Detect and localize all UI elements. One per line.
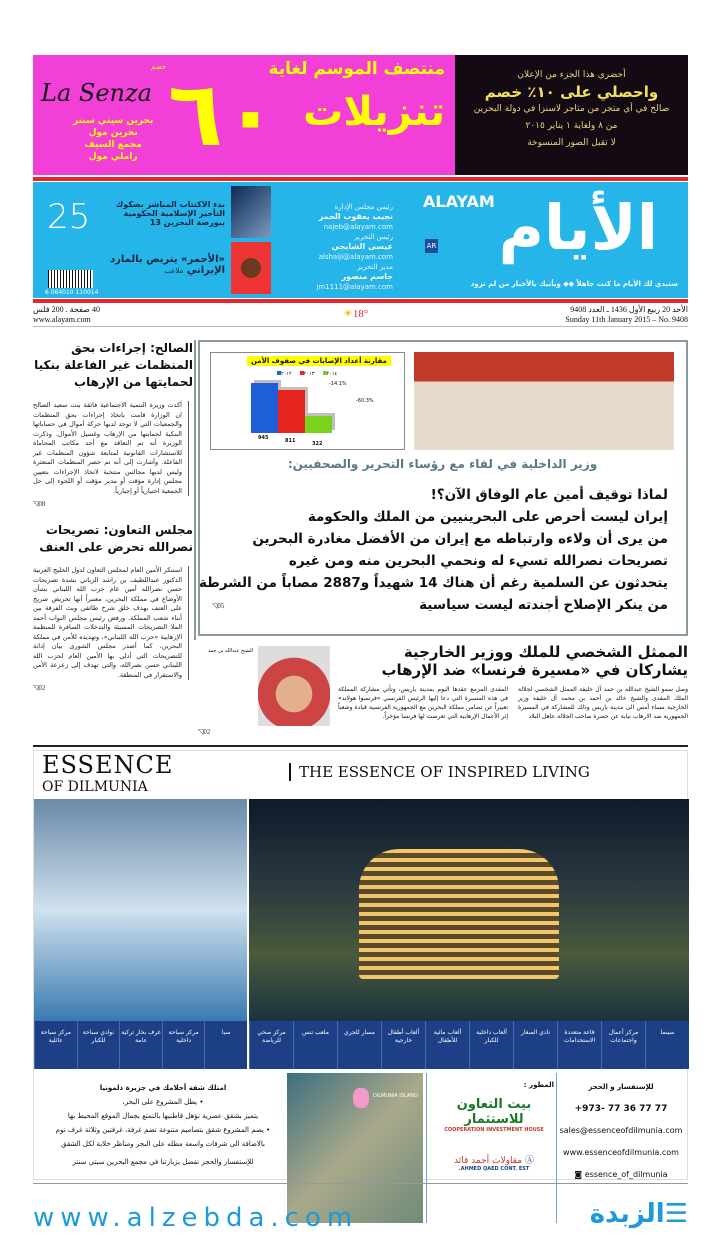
teaser-photo[interactable] (231, 186, 271, 238)
story-headline[interactable]: الممثل الشخصي للملك ووزير الخارجية يشاركان في «مسيرة فرنسا» ضد الإرهاب (381, 643, 688, 679)
injuries-chart (210, 352, 405, 450)
ad-line2: تنزيلات (303, 89, 445, 135)
portrait-photo[interactable] (258, 646, 330, 726)
ad-info: امتلك شقة أحلامك في جزيرة دلمونيا • يطل المشروع على البحر، يتميز بشقق عصرية تؤهل قاطنيها بالتمتع بجمال الموقع المحيط بها • يضم المشروع شقق بتصاميم متنوعة تضم غرفة، غرفتين وثلاثة غرف نوم بالاضافة الى شرفات واسعة مطله على البحر ومناظر خلابة لكل الشقق للإستفسار والحجز تفضل بزيارتنا في مجمع البحرين سيتي سنتر (55, 1084, 271, 1166)
essence-advertisement[interactable] (33, 750, 688, 1180)
divider (33, 177, 688, 181)
email-link[interactable]: sales@essenceofdilmunia.com (559, 1126, 683, 1135)
amenities-bar: سبا مركز سباحة داخلية غرف بخار تركية عامة نوادي سباحة للكبار مركز سباحة عائلية (34, 1021, 247, 1069)
barcode-number: 6 064010 110014 (45, 289, 99, 296)
headline-line[interactable]: من يرى أن ولاءه وارتباطه مع إيران من الأفضل مغادرة البحرين (252, 531, 668, 547)
lasenza-ad (33, 55, 455, 175)
weather: ☀18° (343, 308, 369, 320)
ad-logo: ESSENCE (42, 751, 174, 779)
page-ref[interactable]: ◹08 (33, 500, 46, 508)
story-body: وصل سمو الشيخ عبدالله بن حمد آل خليفة الممثل الشخصي لجلالة الملك المفدى والشيخ خالد بن أحمد بن محمد آل خليفة وزير الخارجية مساء أمس الى مدينة باريس وذلك للمشاركة في المسيرة الجمهورية ضد الارهاب نيابة عن حضرة صاحب الجلالة عاهل البلاد (518, 686, 688, 720)
slogan: ستبدي لك الأيام ما كنت جاهلاً ◆◆ ويأتيك بالأخبار من لم تزود (470, 280, 678, 288)
teaser-photo[interactable] (231, 242, 271, 294)
chart-title: مقارنة أعداد الإصابات في صفوف الأمن (247, 356, 391, 366)
headline-line[interactable]: إيران ليست أحرص على البحرينيين من الملك والحكومة (307, 509, 668, 525)
divider (33, 326, 688, 327)
developer-logo: Ⓐ مقاولات أحمد قائد (454, 1156, 534, 1166)
logo-latin: ALAYAM (423, 192, 495, 211)
meeting-photo[interactable] (414, 352, 674, 450)
instagram-icon: ◙ (574, 1170, 583, 1179)
ahmed-qaed-emblem-icon: Ⓐ (524, 1156, 534, 1166)
phone-number[interactable]: +973- 77 36 77 77 (574, 1104, 668, 1114)
news-story[interactable] (33, 340, 193, 508)
ad-logo-sub: OF DILMUNIA (42, 779, 148, 795)
story-subhead: وزير الداخلية في لقاء مع رؤساء التحرير والصحفيين: (287, 457, 598, 471)
footer-url[interactable]: www.alzebda.com (33, 1203, 359, 1233)
ar-badge[interactable]: AR (425, 239, 438, 253)
instagram-link[interactable]: ◙ essence_of_dilmunia (574, 1170, 668, 1179)
bar-value-label: 322 (312, 441, 323, 447)
headline-line[interactable]: تصريحات نصرالله تسيء له ونحمي البحرين منه ومن غيره (288, 553, 668, 569)
news-story[interactable] (33, 522, 193, 692)
ad-line1: منتصف الموسم لغاية (268, 59, 445, 79)
headline-line[interactable]: من ينكر الإصلاح أجندته ليست سياسية (419, 597, 668, 613)
headline-line[interactable]: لماذا توقيف أمين عام الوفاق الآن؟! (430, 487, 668, 503)
newspaper-logo[interactable]: الأيام (498, 191, 658, 264)
date-english: Sunday 11th January 2015 – No. 9408 (565, 315, 688, 324)
chart-bar (305, 416, 332, 433)
ad-percent-note: خصم (151, 63, 167, 71)
dateline (33, 305, 688, 325)
footer (33, 1195, 688, 1240)
chart-legend (277, 371, 337, 377)
date-arabic: الأحد 20 ربيع الأول 1436 ـ العدد 9408 (570, 305, 688, 314)
headline-line[interactable]: يتحدثون عن السلمية رغم أن هناك 14 شهيداً و2887 مصاباً من الشرطة (199, 575, 668, 591)
barcode (48, 270, 93, 288)
legend-item: ٢٠١٤ (323, 371, 338, 377)
chart-bar (278, 390, 305, 433)
masthead (33, 182, 688, 298)
divider (33, 299, 688, 303)
amenities-bar: سينما مركز أعمال واجتماعات قاعة متعددة الاستخدامات نادي الصغار ألعاب داخلية للكبار ألعاب مائية للأطفال ألعاب أطفال خارجية مسار للجري ملعب تنس مركز صحي للرياضة (249, 1021, 689, 1069)
divider (33, 1183, 688, 1184)
change-label: -14.1% (329, 381, 347, 387)
teaser-link[interactable]: «الأحمر» يتربص بالمارد الإيراني ملاعب (110, 254, 225, 276)
footer-brand[interactable]: ☰الزبدة (589, 1199, 688, 1229)
divider (33, 745, 688, 747)
contact-block: للإستفسار و الحجز +973- 77 36 77 77 sales@essenceofdilmunia.com www.essenceofdilmunia.com ◙ essence_of_dilmunia (556, 1076, 686, 1186)
ad-malls: بحرين سيتي سنتر بحرين مول مجمع السيف راملي مول (73, 116, 154, 162)
story-body: أكدت وزيرة التنمية الاجتماعية فائقة بنت سعيد الصالح ان الوزارة قامت باتخاذ إجراءات بحق المنظمات والجمعيات التي لا توجد لديها حركة أموال في حساباتها البنكية لحمايتها من الإرهاب وغسيل الأموال. وذكرت الوزيرة أنه تم التعاقد مع أحد مكاتب المحاماة للاستشارات القانونية لمتابعة شؤون المنظمات غير الفاعلة. وأشارت إلى أنه تم حصر المنظمات المتعثرة وليس لديها مجالس منتخبة لاتخاذ الإجراءات بتعيين مجلس إدارة مؤقت أو مدير مؤقت أو اللجوء إلى حل الجمعية اختيارياً أو إجبارياً. (33, 401, 189, 496)
map-label: DILMUNIA ISLAND (373, 1093, 418, 1099)
building-render (249, 799, 689, 1021)
pages-price: 40 صفحة . 200 فلس (33, 305, 100, 314)
story-headline[interactable]: مجلس التعاون: تصريحات نصرالله تحرض على العنف (39, 523, 193, 554)
top-advertisement[interactable] (33, 55, 688, 175)
news-story[interactable] (198, 643, 688, 743)
island-marker (353, 1088, 369, 1108)
pool-photos (34, 799, 247, 1021)
page-ref[interactable]: ◹02 (33, 684, 46, 692)
ad-brand: La Senza (41, 79, 152, 107)
change-label: -60.3% (356, 398, 374, 404)
developers: المطور : بيت التعاون للاستثمار COOPERATION INVESTMENT HOUSE Ⓐ مقاولات أحمد قائد AHMED QAED CONT. EST. (434, 1081, 554, 1172)
teaser-link[interactable]: بدء الاكتتاب المباشر بصكوك التأجير الإسلامية الحكومية ببورصة البحرين 13 (115, 200, 225, 227)
website-link[interactable]: www.alayam.com (33, 315, 91, 324)
coupon-ad: أحضري هذا الجزء من الإعلان واحصلي على ١٠٪ خصم صالح في أي متجر من متاجر لاسنزا في دولة البحرين من ٨ ولغاية ١ يناير ٢٠١٥ لا تقبل الصور المنسوخة (455, 55, 688, 175)
left-column (33, 340, 193, 692)
anniversary-badge: 25 (47, 197, 91, 237)
menu-lines-icon: ☰ (664, 1199, 688, 1229)
bar-value-label: 945 (258, 435, 269, 441)
chart-bar (251, 383, 278, 433)
photo-caption: الشيخ عبدالله بن حمد (207, 648, 253, 654)
sun-icon: ☀ (343, 308, 353, 320)
bar-value-label: 811 (285, 438, 296, 444)
story-headline[interactable]: الصالح: إجراءات بحق المنظمات غير الفاعلة بنكيا لحمايتها من الإرهاب (34, 341, 193, 389)
page-ref[interactable]: ◹02 (198, 728, 211, 736)
ad-tagline: THE ESSENCE OF INSPIRED LIVING (289, 763, 590, 781)
legend-item: ٢٠١٢ (277, 371, 292, 377)
page-ref[interactable]: ◹05 (212, 602, 225, 610)
web-link[interactable]: www.essenceofdilmunia.com (563, 1148, 679, 1157)
developer-logo: بيت التعاون للاستثمار (456, 1097, 532, 1127)
staff-list: رئيس مجلس الإدارة نجيب يعقوب الحمر najeb@alayam.com رئيس التحرير عيسى الشايجي alshaiji@alayam.com مدير التحرير جاسم منصور jm1111@alayam.com (316, 203, 393, 291)
lead-story[interactable] (198, 340, 688, 636)
column-rule (194, 340, 196, 640)
legend-item: ٢٠١٣ (300, 371, 315, 377)
ad-percent: ٦٠ (168, 62, 278, 167)
story-body: المفدى المزمع عقدها اليوم بمدينة باريس، وتأتي مشاركة المملكة في هذه المسيرة التي دعا إليها الرئيس الفرنسي «فرنسوا هولاند» تعبيراً عن تضامن مملكة البحرين مع الجمهورية الفرنسية قيادة وشعباً إثر الأعمال الإرهابية التي تعرضت لها فرنسا مؤخراً. (338, 686, 508, 720)
story-body: استنكر الأمين العام لمجلس التعاون لدول الخليج العربية الدكتور عبداللطيف بن راشد الزياني بشدة تصريحات حسن نصرالله أمين عام حزب الله اللبناني بشأن الأوضاع في مملكة البحرين، معتبراً أنها تحريض صريح على العنف بهدف خلق شرخ طائفي وبث الفرقة بين أبناء شعب المملكة. ورفض رئيس مجلس النواب أحمد الملا التصريحات المسيئة والتدخلات السافرة للمنظمة الإرهابية «حزب الله اللبناني»، وتهديده للأمن في مملكة البحرين، كما أصدر مجلس الشورى بيان إدانة للتصريحات التي أدلى بها الأمين العام لحزب الله اللبناني حسن نصرالله، والتي تهدف إلى زعزعة الأمن والاستقرار في المنطقة. (33, 566, 189, 680)
